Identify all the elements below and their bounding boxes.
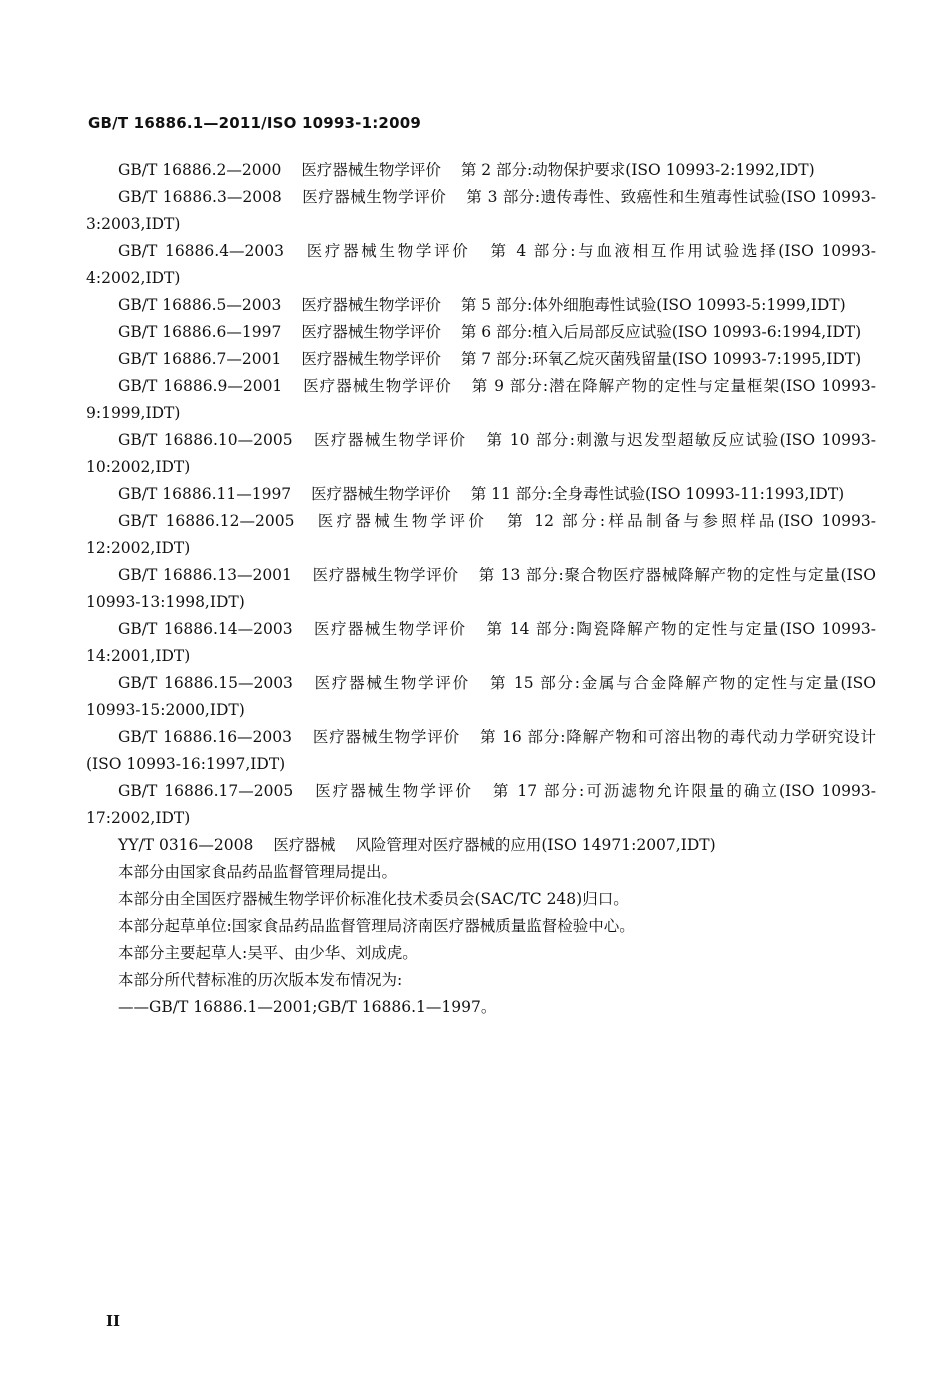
standard-title: 医疗器械生物学评价 bbox=[314, 512, 488, 530]
standard-code: GB/T 16886.7—2001 bbox=[118, 350, 282, 368]
standard-code: GB/T 16886.14—2003 bbox=[118, 620, 293, 638]
standard-part: 第 17 部分:可沥滤物允许限量的确立(ISO 10993-17:2002,IDT) bbox=[86, 782, 876, 827]
standard-title: 医疗器械生物学评价 bbox=[304, 242, 471, 260]
reference-entry bbox=[86, 778, 876, 832]
standard-part: 第 12 部分:样品制备与参照样品(ISO 10993-12:2002,IDT) bbox=[86, 512, 876, 557]
standard-title: 医疗器械生物学评价 bbox=[301, 188, 447, 206]
standard-title: 医疗器械生物学评价 bbox=[302, 377, 452, 395]
standard-code: GB/T 16886.3—2008 bbox=[118, 188, 282, 206]
standard-code: GB/T 16886.13—2001 bbox=[118, 566, 292, 584]
reference-entry bbox=[86, 670, 876, 724]
standard-title: 医疗器械生物学评价 bbox=[312, 620, 467, 638]
standard-code: GB/T 16886.17—2005 bbox=[118, 782, 294, 800]
standard-part: 风险管理对医疗器械的应用(ISO 14971:2007,IDT) bbox=[355, 836, 716, 854]
standard-part: 第 4 部分:与血液相互作用试验选择(ISO 10993-4:2002,IDT) bbox=[86, 242, 876, 287]
standard-code: GB/T 16886.5—2003 bbox=[118, 296, 282, 314]
statement-previous-editions: ——GB/T 16886.1—2001;GB/T 16886.1—1997。 bbox=[118, 998, 497, 1016]
reference-entry bbox=[86, 319, 876, 346]
page-number: II bbox=[106, 1312, 121, 1330]
standard-code: GB/T 16886.16—2003 bbox=[118, 728, 293, 746]
standard-code: GB/T 16886.15—2003 bbox=[118, 674, 293, 692]
page-header: GB/T 16886.1—2011/ISO 10993-1:2009 bbox=[88, 114, 421, 132]
reference-entry bbox=[86, 481, 876, 508]
statement-history: 本部分所代替标准的历次版本发布情况为: bbox=[118, 971, 403, 989]
standard-title: 医疗器械生物学评价 bbox=[312, 431, 467, 449]
standard-title: 医疗器械生物学评价 bbox=[301, 350, 441, 368]
statement-drafting-unit: 本部分起草单位:国家食品药品监督管理局济南医疗器械质量监督检验中心。 bbox=[118, 917, 635, 935]
standard-code: GB/T 16886.12—2005 bbox=[118, 512, 295, 530]
reference-entry bbox=[86, 238, 876, 292]
standard-title: 医疗器械 bbox=[273, 836, 336, 854]
reference-entry bbox=[86, 724, 876, 778]
reference-entry bbox=[86, 832, 876, 859]
standard-title: 医疗器械生物学评价 bbox=[312, 728, 460, 746]
standard-title: 医疗器械生物学评价 bbox=[311, 485, 451, 503]
standard-title: 医疗器械生物学评价 bbox=[311, 566, 459, 584]
standard-code: GB/T 16886.6—1997 bbox=[118, 323, 282, 341]
reference-entry bbox=[86, 562, 876, 616]
standard-part: 第 6 部分:植入后局部反应试验(ISO 10993-6:1994,IDT) bbox=[460, 323, 862, 341]
standard-code: GB/T 16886.11—1997 bbox=[118, 485, 292, 503]
standard-title: 医疗器械生物学评价 bbox=[313, 782, 473, 800]
standard-part: 第 7 部分:环氧乙烷灭菌残留量(ISO 10993-7:1995,IDT) bbox=[460, 350, 862, 368]
standard-part: 第 10 部分:刺激与迟发型超敏反应试验(ISO 10993-10:2002,IDT) bbox=[86, 431, 876, 476]
reference-entry bbox=[86, 157, 876, 184]
standard-code: GB/T 16886.2—2000 bbox=[118, 161, 282, 179]
standard-part: 第 2 部分:动物保护要求(ISO 10993-2:1992,IDT) bbox=[460, 161, 815, 179]
reference-entry bbox=[86, 373, 876, 427]
standard-part: 第 9 部分:潜在降解产物的定性与定量框架(ISO 10993-9:1999,IDT) bbox=[86, 377, 876, 422]
standard-code: YY/T 0316—2008 bbox=[118, 836, 254, 854]
statement-proposer: 本部分由国家食品药品监督管理局提出。 bbox=[118, 863, 398, 881]
reference-entry bbox=[86, 616, 876, 670]
standard-code: GB/T 16886.4—2003 bbox=[118, 242, 285, 260]
standard-title: 医疗器械生物学评价 bbox=[301, 296, 441, 314]
standard-title: 医疗器械生物学评价 bbox=[312, 674, 470, 692]
document-body bbox=[86, 157, 876, 1021]
reference-entry bbox=[86, 427, 876, 481]
statement-drafters: 本部分主要起草人:吴平、由少华、刘成虎。 bbox=[118, 944, 418, 962]
standard-part: 第 5 部分:体外细胞毒性试验(ISO 10993-5:1999,IDT) bbox=[460, 296, 846, 314]
reference-entry bbox=[86, 184, 876, 238]
reference-entry bbox=[86, 346, 876, 373]
reference-entry bbox=[86, 508, 876, 562]
standard-part: 第 15 部分:金属与合金降解产物的定性与定量(ISO 10993-15:2000,IDT) bbox=[86, 674, 876, 719]
standard-part: 第 3 部分:遗传毒性、致癌性和生殖毒性试验(ISO 10993-3:2003,IDT) bbox=[86, 188, 876, 233]
standard-part: 第 16 部分:降解产物和可溶出物的毒代动力学研究设计(ISO 10993-16:1997,IDT) bbox=[86, 728, 876, 773]
standard-part: 第 13 部分:聚合物医疗器械降解产物的定性与定量(ISO 10993-13:1998,IDT) bbox=[86, 566, 876, 611]
reference-entry bbox=[86, 292, 876, 319]
standard-title: 医疗器械生物学评价 bbox=[301, 323, 441, 341]
standard-title: 医疗器械生物学评价 bbox=[301, 161, 441, 179]
standard-part: 第 14 部分:陶瓷降解产物的定性与定量(ISO 10993-14:2001,IDT) bbox=[86, 620, 876, 665]
standard-code: GB/T 16886.9—2001 bbox=[118, 377, 283, 395]
statement-committee: 本部分由全国医疗器械生物学评价标准化技术委员会(SAC/TC 248)归口。 bbox=[118, 890, 629, 908]
standard-code: GB/T 16886.10—2005 bbox=[118, 431, 293, 449]
standard-part: 第 11 部分:全身毒性试验(ISO 10993-11:1993,IDT) bbox=[470, 485, 845, 503]
